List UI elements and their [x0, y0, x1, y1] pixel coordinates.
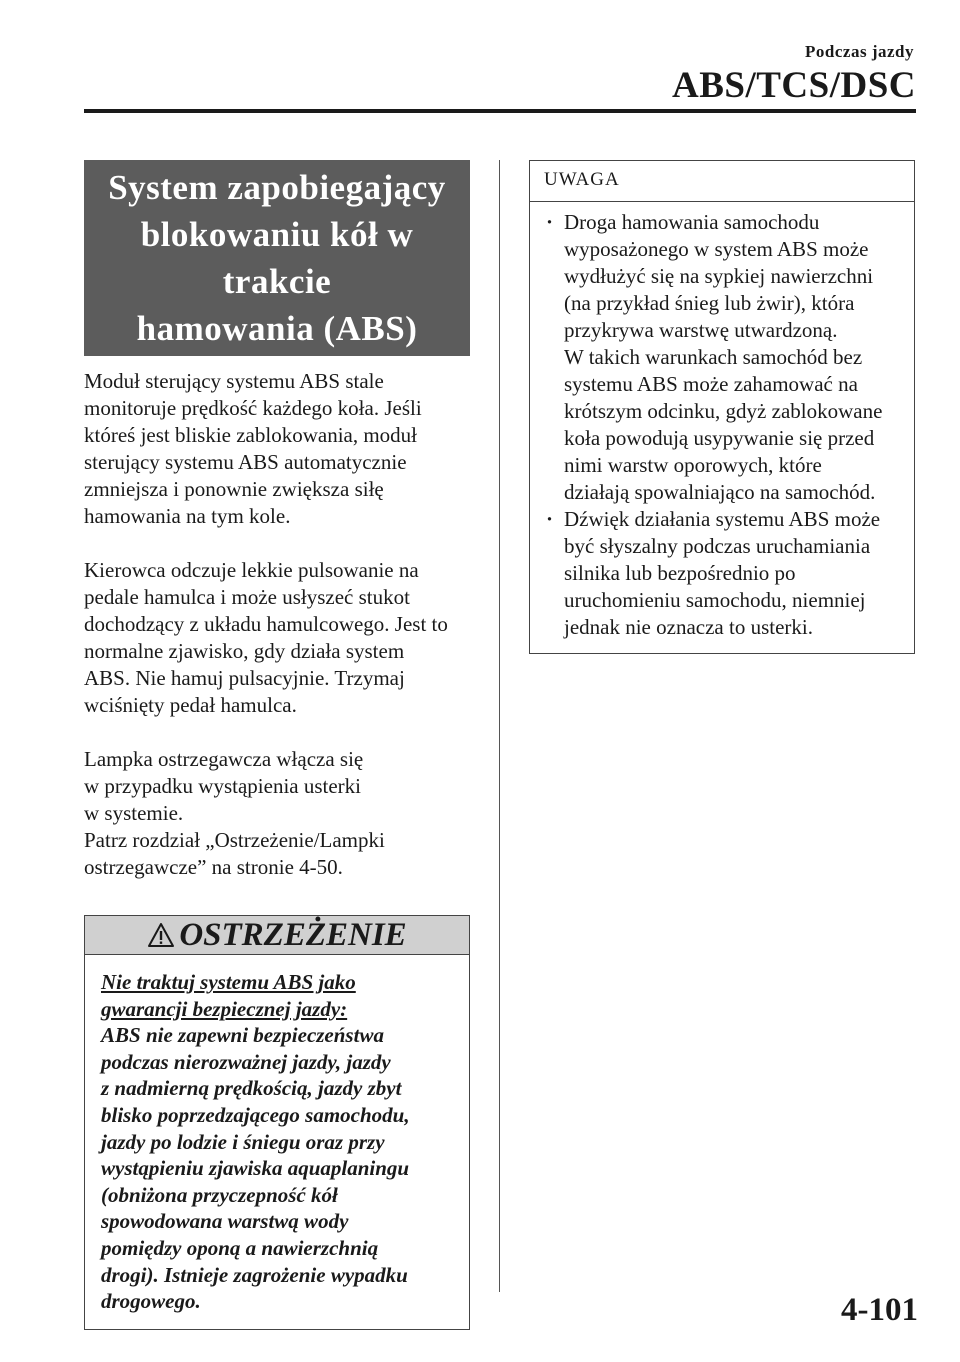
warning-triangle-icon — [147, 922, 175, 948]
section-name: Podczas jazdy — [805, 42, 914, 61]
text-line: jednak nie oznacza to usterki. — [564, 615, 813, 639]
cross-reference-line: ostrzegawcze” na stronie 4-50. — [84, 855, 343, 879]
column-divider — [499, 160, 500, 1292]
right-column — [529, 160, 915, 654]
page-number: 4-101 — [841, 1292, 918, 1328]
text-line: ABS. Nie hamuj pulsacyjnie. Trzymaj — [84, 666, 405, 690]
text-line: w przypadku wystąpienia usterki — [84, 774, 362, 798]
text-line: dochodzący z układu hamulcowego. Jest to — [84, 612, 448, 636]
warning-line: podczas nierozważnej jazdy, jazdy — [101, 1049, 391, 1074]
text-line: w systemie. — [84, 801, 184, 825]
text-line: nimi warstw oporowych, które — [564, 453, 822, 477]
text-line: wciśnięty pedał hamulca. — [84, 693, 297, 717]
warning-line: jazdy po lodzie i śniegu oraz przy — [101, 1129, 385, 1154]
left-column — [84, 160, 470, 1330]
text-line: sterujący systemu ABS automatycznie — [84, 450, 407, 474]
warning-heading-label: OSTRZEŻENIE — [179, 916, 407, 953]
section-title-box — [84, 160, 470, 356]
paragraph-2 — [84, 557, 470, 719]
warning-line: drogi). Istnieje zagrożenie wypadku — [101, 1262, 408, 1287]
warning-line: (obniżona przyczepność kół — [101, 1182, 338, 1207]
note-list — [530, 202, 914, 653]
text-line: · Droga hamowania samochodu — [564, 210, 820, 234]
text-line: W takich warunkach samochód bez — [564, 345, 863, 369]
text-line: silnika lub bezpośrednio po — [564, 561, 796, 585]
warning-box — [84, 915, 470, 1330]
warning-line: spowodowana warstwą wody — [101, 1209, 349, 1234]
warning-line: ABS nie zapewni bezpieczeństwa — [101, 1023, 384, 1048]
warning-line: z nadmierną prędkością, jazdy zbyt — [101, 1076, 402, 1101]
text-line: któreś jest bliskie zablokowania, moduł — [84, 423, 418, 447]
text-line: hamowania na tym kole. — [84, 504, 291, 528]
note-item — [546, 209, 902, 506]
warning-line: blisko poprzedzającego samochodu, — [101, 1102, 410, 1127]
chapter-title: ABS/TCS/DSC — [671, 65, 916, 106]
text-line: Kierowca odczuje lekkie pulsowanie na — [84, 558, 419, 582]
text-line: być słyszalny podczas uruchamiania — [564, 534, 871, 558]
text-line: przykrywa warstwę utwardzoną. — [564, 318, 838, 342]
note-box — [529, 160, 915, 654]
warning-line: wystąpieniu zjawiska aquaplaningu — [101, 1156, 410, 1181]
text-line: wyposażonego w system ABS może — [564, 237, 869, 261]
warning-lead-line: gwarancji bezpiecznej jazdy: — [101, 996, 348, 1021]
section-title-line: System zapobiegający — [108, 168, 446, 207]
text-line: koła powodują usypywanie się przed — [564, 426, 875, 450]
text-line: systemu ABS może zahamować na — [564, 372, 858, 396]
text-line: działają spowalniająco na samochód. — [564, 480, 876, 504]
text-line: normalne zjawisko, gdy działa system — [84, 639, 405, 663]
cross-reference-line: Patrz rozdział „Ostrzeżenie/Lampki — [84, 828, 385, 852]
note-heading: UWAGA — [530, 161, 914, 202]
warning-lead-line: Nie traktuj systemu ABS jako — [101, 970, 356, 994]
text-line: wydłużyć się na sypkiej nawierzchni — [564, 264, 874, 288]
text-line: Lampka ostrzegawcza włącza się — [84, 747, 364, 771]
warning-line: pomiędzy oponą a nawierzchnią — [101, 1235, 379, 1260]
paragraph-1 — [84, 368, 470, 530]
warning-line: drogowego. — [101, 1289, 201, 1314]
text-line: · Dźwięk działania systemu ABS może — [564, 507, 881, 531]
warning-heading — [85, 916, 469, 955]
text-line: Moduł sterujący systemu ABS stale — [84, 369, 384, 393]
paragraph-3 — [84, 746, 470, 881]
header-rule — [84, 109, 916, 113]
text-line: monitoruje prędkość każdego koła. Jeśli — [84, 396, 422, 420]
warning-body — [85, 955, 469, 1329]
text-line: uruchomieniu samochodu, niemniej — [564, 588, 866, 612]
note-item — [546, 506, 902, 641]
section-title-line: blokowaniu kół w trakcie — [140, 215, 414, 301]
text-line: (na przykład śnieg lub żwir), która — [564, 291, 855, 315]
section-title-line: hamowania (ABS) — [136, 309, 418, 348]
text-line: pedale hamulca i może usłyszeć stukot — [84, 585, 410, 609]
text-line: zmniejsza i ponownie zwiększa siłę — [84, 477, 384, 501]
text-line: krótszym odcinku, gdyż zablokowane — [564, 399, 883, 423]
